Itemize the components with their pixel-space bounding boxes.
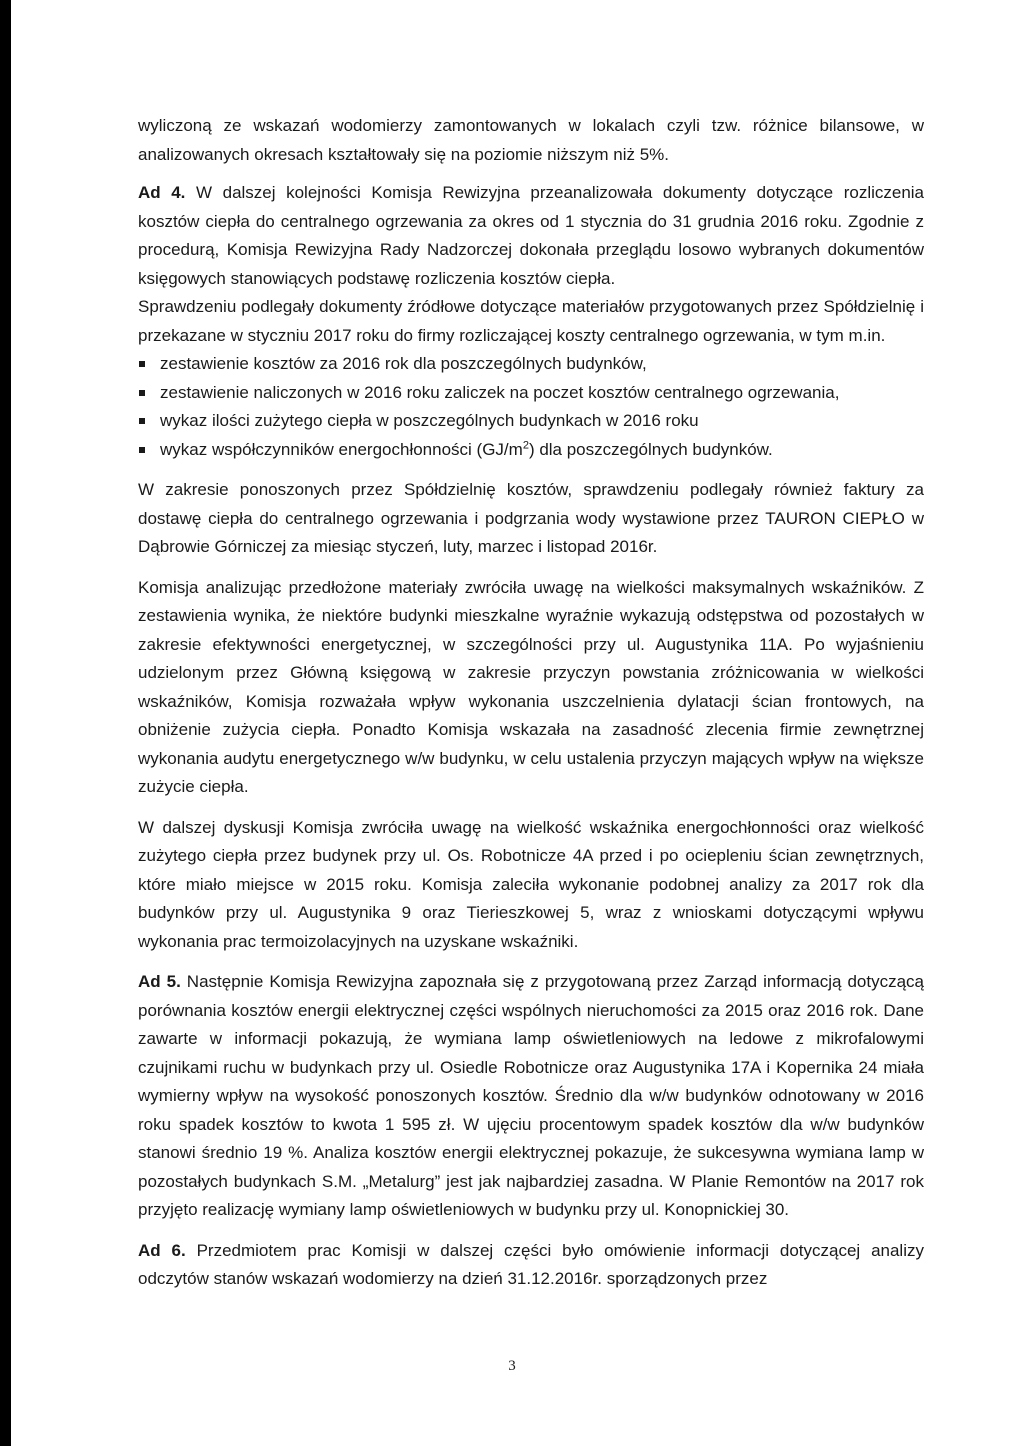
ad-6-heading: Ad 6. [138,1240,186,1260]
paragraph-invoices: W zakresie ponoszonych przez Spółdzielnię kosztów, sprawdzeniu podlegały również faktury za dostawę ciepła do centralnego ogrzewania i podgrzania wody wystawione przez TAURON CIEPŁO w Dąbrowie Górniczej za miesiąc styczeń, luty, marzec i listopad 2016r. [138,480,924,556]
paragraph-discussion: W dalszej dyskusji Komisja zwróciła uwagę na wielkość wskaźnika energochłonności oraz wielkość zużytego ciepła przez budynek przy ul. Os. Robotnicze 4A przed i po ociepleniu ścian zewnętrznych, które miało miejsce w 2015 roku. Komisja zaleciła wykonanie podobnej analizy za 2017 rok dla budynków przy ul. Augustynika 9 oraz Tierieszkowej 5, wraz z wnioskami dotyczącymi wpływu wykonania prac termoizolacyjnych na uzyskane wskaźniki. [138,817,924,951]
ad-5-text: Następnie Komisja Rewizyjna zapoznała się z przygotowaną przez Zarząd informacją dotyczącą porównania kosztów energii elektrycznej części wspólnych nieruchomości za 2015 oraz 2016 rok. Dane zawarte w informacji pokazują, że wymiana lamp oświetleniowych na ledowe z mikrofalowymi czujnikami ruchu w budynkach przy ul. Osiedle Robotnicze oraz Augustynika 17A i Kopernika 24 miała wymierny wpływ na wysokość ponoszonych kosztów. Średnio dla w/w budynków odnotowany w 2016 roku spadek kosztów to kwota 1 595 zł. W ujęciu procentowym spadek kosztów dla w/w budynków stanowi średnio 19 %. Analiza kosztów energii elektrycznej pokazuje, że sukcesywna wymiana lamp w pozostałych budynkach S.M. „Metalurg” jest jak najbardziej zasadna. W Planie Remontów na 2017 rok przyjęto realizację wymiany lamp oświetleniowych w budynku przy ul. Konopnickiej 30. [138,972,925,1219]
list-item-text: zestawienie naliczonych w 2016 roku zaliczek na poczet kosztów centralnego ogrzewania, [160,382,840,402]
list-item-text: wykaz ilości zużytego ciepła w poszczególnych budynkach w 2016 roku [160,411,699,430]
documents-list [138,350,924,464]
ad-5-heading: Ad 5. [138,972,181,991]
ad-4-heading: Ad 4. [138,183,186,202]
bullet-icon [139,390,145,396]
paragraph-indicators: Komisja analizując przedłożone materiały zwróciła uwagę na wielkości maksymalnych wskaźników. Z zestawienia wynika, że niektóre budynki mieszkalne wyraźnie wykazują odstępstwa od pozostałych w zakresie efektywności energetycznej, w szczególności przy ul. Augustynika 11A. Po wyjaśnieniu udzielonym przez Główną księgową w zakresie przyczyn powstania zróżnicowania w wielkości wskaźników, Komisja rozważała wpływ wykonania uszczelnienia dylatacji ścian frontowych, na obniżenie zużycia ciepła. Ponadto Komisja wskazała na zasadność zlecenia firmie zewnętrznej wykonania audytu energetycznego w/w budynku, w celu ustalenia przyczyn mających wpływ na większe zużycie ciepła. [138,577,924,796]
scan-left-edge [0,0,11,1446]
list-item [138,379,924,408]
list-item [138,436,924,465]
ad-6-text: Przedmiotem prac Komisji w dalszej części było omówienie informacji dotyczącej analizy odczytów stanów wskazań wodomierzy na dzień 31.12.2016r. sporządzonych przez [138,1240,924,1288]
bullet-icon [139,447,145,453]
list-item-text-end: ) dla poszczególnych budynków. [528,439,773,459]
list-item [138,407,924,436]
superscript: 2 [522,438,529,451]
page-number: 3 [508,1358,516,1374]
paragraph-ad-4 [138,179,924,293]
paragraph-verification: Sprawdzeniu podlegały dokumenty źródłowe dotyczące materiałów przygotowanych przez Spółdzielnię i przekazane w styczniu 2017 roku do firmy rozliczającej koszty centralnego ogrzewania, w tym m.in. [138,297,924,345]
list-item-text: wykaz współczynników energochłonności (GJ/m [160,439,523,459]
paragraph-ad-6 [138,1237,924,1294]
paragraph-ad-5 [138,968,924,1225]
ad-4-text: W dalszej kolejności Komisja Rewizyjna przeanalizowała dokumenty dotyczące rozliczenia kosztów ciepła do centralnego ogrzewania za okres od 1 stycznia do 31 grudnia 2016 roku. Zgodnie z procedurą, Komisja Rewizyjna Rady Nadzorczej dokonała przeglądu losowo wybranych dokumentów księgowych stanowiących podstawę rozliczenia kosztów ciepła. [138,183,925,288]
document-page [138,112,924,1294]
list-item [138,350,924,379]
bullet-icon [139,361,145,367]
bullet-icon [139,418,145,424]
list-item-text: zestawienie kosztów za 2016 rok dla poszczególnych budynków, [160,354,647,373]
paragraph-differences: wyliczoną ze wskazań wodomierzy zamontowanych w lokalach czyli tzw. różnice bilansowe, w analizowanych okresach kształtowały się na poziomie niższym niż 5%. [138,116,924,164]
